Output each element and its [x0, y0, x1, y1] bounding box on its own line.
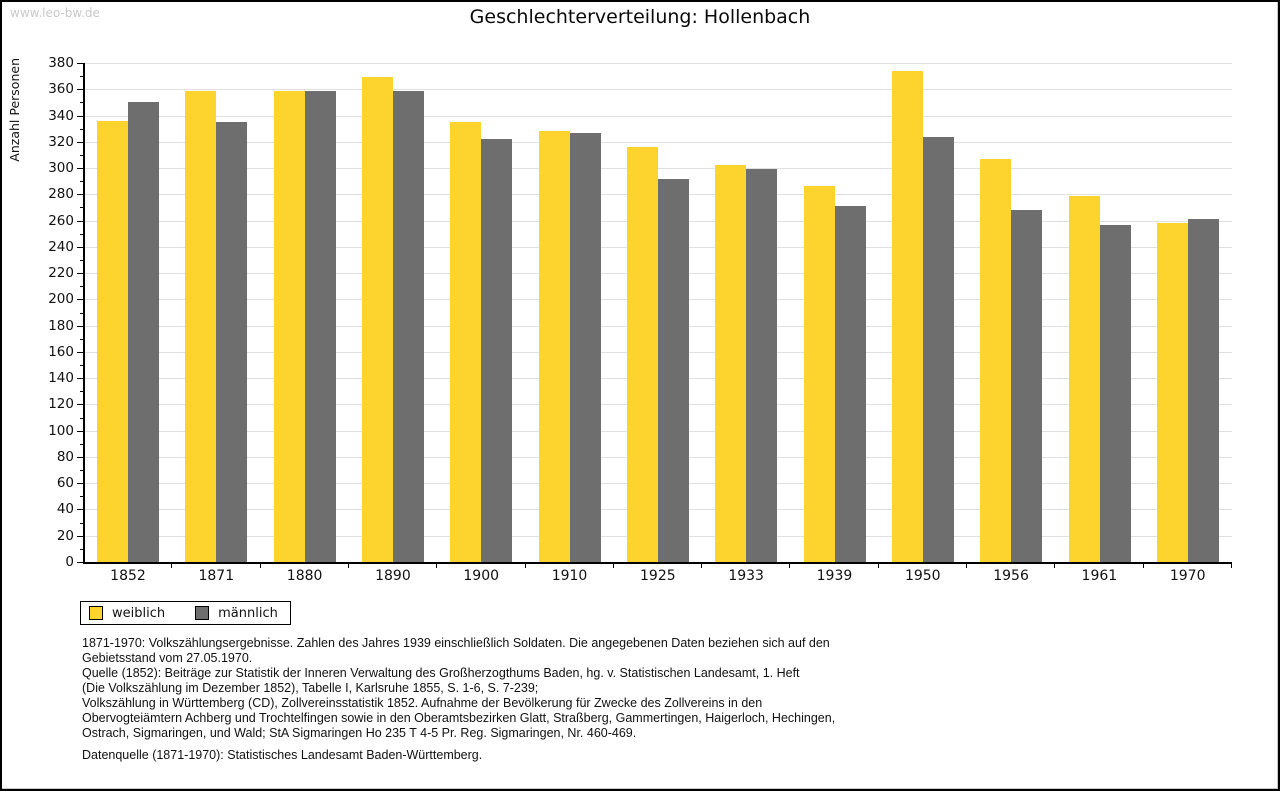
bar-weiblich-1880: [274, 91, 305, 562]
bar-männlich-1939: [835, 206, 866, 562]
x-tick-label-1880: 1880: [286, 568, 323, 584]
note-line: Gebietsstand vom 27.05.1970.: [82, 651, 253, 665]
bar-weiblich-1956: [980, 159, 1011, 562]
x-tick-label-1950: 1950: [904, 568, 941, 584]
note-line: (Die Volkszählung im Dezember 1852), Tabelle I, Karlsruhe 1855, S. 1-6, S. 7-239;: [82, 681, 539, 695]
y-tick-label: 280: [48, 186, 74, 203]
x-boundary-tick: [171, 562, 172, 568]
legend-swatch-weiblich: [89, 606, 103, 620]
bar-weiblich-1852: [97, 121, 128, 562]
x-tick-label-1900: 1900: [463, 568, 500, 584]
bar-männlich-1933: [746, 169, 777, 562]
gridline: [84, 63, 1232, 64]
bar-weiblich-1871: [185, 91, 216, 562]
gridline: [84, 89, 1232, 90]
x-tick-label-1925: 1925: [640, 568, 676, 584]
x-tick-label-1970: 1970: [1169, 568, 1206, 584]
y-tick-label: 60: [56, 475, 74, 492]
y-tick-label: 340: [48, 107, 74, 124]
bar-weiblich-1890: [362, 77, 393, 562]
note-line: Ostrach, Sigmaringen, und Wald; StA Sigmaringen Ho 235 T 4-5 Pr. Reg. Sigmaringen, Nr. 460-469.: [82, 726, 637, 740]
bar-weiblich-1910: [539, 131, 570, 562]
x-boundary-tick: [1231, 562, 1232, 568]
gridline: [84, 168, 1232, 169]
bar-weiblich-1970: [1157, 223, 1188, 562]
y-tick-label: 360: [48, 81, 74, 98]
legend: [80, 601, 291, 625]
legend-label-maennlich: männlich: [218, 605, 278, 621]
bar-männlich-1970: [1188, 219, 1219, 562]
watermark-leo-bw: www.leo-bw.de: [10, 6, 100, 20]
bar-weiblich-1961: [1069, 196, 1100, 562]
y-tick-label: 180: [48, 317, 74, 334]
y-tick-label: 200: [48, 291, 74, 308]
y-tick-label: 240: [48, 238, 74, 255]
source-notes: [82, 636, 1212, 763]
x-tick-label-1933: 1933: [728, 568, 764, 584]
x-boundary-tick: [525, 562, 526, 568]
y-tick-label: 220: [48, 265, 74, 282]
y-tick-label: 380: [48, 55, 74, 71]
x-tick-label-1961: 1961: [1081, 568, 1118, 584]
x-tick-label-1890: 1890: [375, 568, 411, 584]
x-boundary-tick: [348, 562, 349, 568]
bar-männlich-1956: [1011, 210, 1042, 562]
legend-label-weiblich: weiblich: [112, 605, 166, 621]
chart-title: Geschlechterverteilung: Hollenbach: [469, 6, 811, 28]
bar-männlich-1871: [216, 122, 247, 562]
x-boundary-tick: [789, 562, 790, 568]
notes-lines: [82, 636, 1212, 741]
x-boundary-tick: [966, 562, 967, 568]
bar-weiblich-1925: [627, 147, 658, 562]
gridline: [84, 142, 1232, 143]
note-line: 1871-1970: Volkszählungsergebnisse. Zahlen des Jahres 1939 einschließlich Soldaten. Die angegebenen Daten beziehen sich auf den: [82, 636, 830, 650]
legend-item-maennlich: [195, 606, 278, 621]
y-tick-label: 20: [56, 527, 74, 544]
bar-männlich-1925: [658, 179, 689, 562]
x-boundary-tick: [613, 562, 614, 568]
y-tick-label: 40: [56, 501, 74, 518]
bar-männlich-1910: [570, 133, 601, 562]
legend-item-weiblich: [89, 606, 165, 621]
y-tick-label: 80: [56, 448, 74, 465]
y-tick-label: 100: [48, 422, 74, 439]
x-tick-label-1871: 1871: [198, 568, 235, 584]
x-boundary-tick: [1143, 562, 1144, 568]
bar-männlich-1950: [923, 137, 954, 562]
x-boundary-tick: [436, 562, 437, 568]
bar-männlich-1880: [305, 91, 336, 562]
y-tick-label: 160: [48, 343, 74, 360]
note-line: Quelle (1852): Beiträge zur Statistik der Inneren Verwaltung des Großherzogthums Baden, hg. v. Statistischen Landesamt, 1. Heft: [82, 666, 800, 680]
y-tick-label: 320: [48, 133, 74, 150]
bar-weiblich-1939: [804, 186, 835, 562]
legend-swatch-maennlich: [195, 606, 209, 620]
x-tick-label-1939: 1939: [816, 568, 853, 584]
bar-weiblich-1950: [892, 71, 923, 562]
y-tick-label: 260: [48, 212, 74, 229]
note-line: Volkszählung in Württemberg (CD), Zollvereinsstatistik 1852. Aufnahme der Bevölkerung für Zwecke des Zollvereins in den: [82, 696, 763, 710]
bar-männlich-1890: [393, 91, 424, 562]
x-tick-label-1852: 1852: [110, 568, 146, 584]
y-axis-line: [83, 63, 85, 563]
gridline: [84, 116, 1232, 117]
datasource-line: Datenquelle (1871-1970): Statistisches Landesamt Baden-Württemberg.: [82, 748, 483, 762]
y-tick-label: 140: [48, 370, 74, 387]
y-tick-label: 0: [65, 554, 74, 570]
x-boundary-tick: [1054, 562, 1055, 568]
note-line: Obervogteiämtern Achberg und Trochtelfingen sowie in den Oberamtsbezirken Glatt, Straßberg, Gammertingen, Haigerloch, Hechingen,: [82, 711, 836, 725]
x-boundary-tick: [878, 562, 879, 568]
y-tick-label: 300: [48, 160, 74, 177]
x-axis-line: [83, 562, 1232, 564]
x-boundary-tick: [260, 562, 261, 568]
x-tick-label-1956: 1956: [993, 568, 1029, 584]
bar-weiblich-1900: [450, 122, 481, 562]
bar-männlich-1900: [481, 139, 512, 562]
bar-weiblich-1933: [715, 165, 746, 562]
bar-männlich-1852: [128, 102, 159, 562]
y-tick-label: 120: [48, 396, 74, 413]
x-tick-label-1910: 1910: [551, 568, 588, 584]
y-axis-title: Anzahl Personen: [7, 58, 22, 162]
bar-männlich-1961: [1100, 225, 1131, 562]
x-boundary-tick: [701, 562, 702, 568]
